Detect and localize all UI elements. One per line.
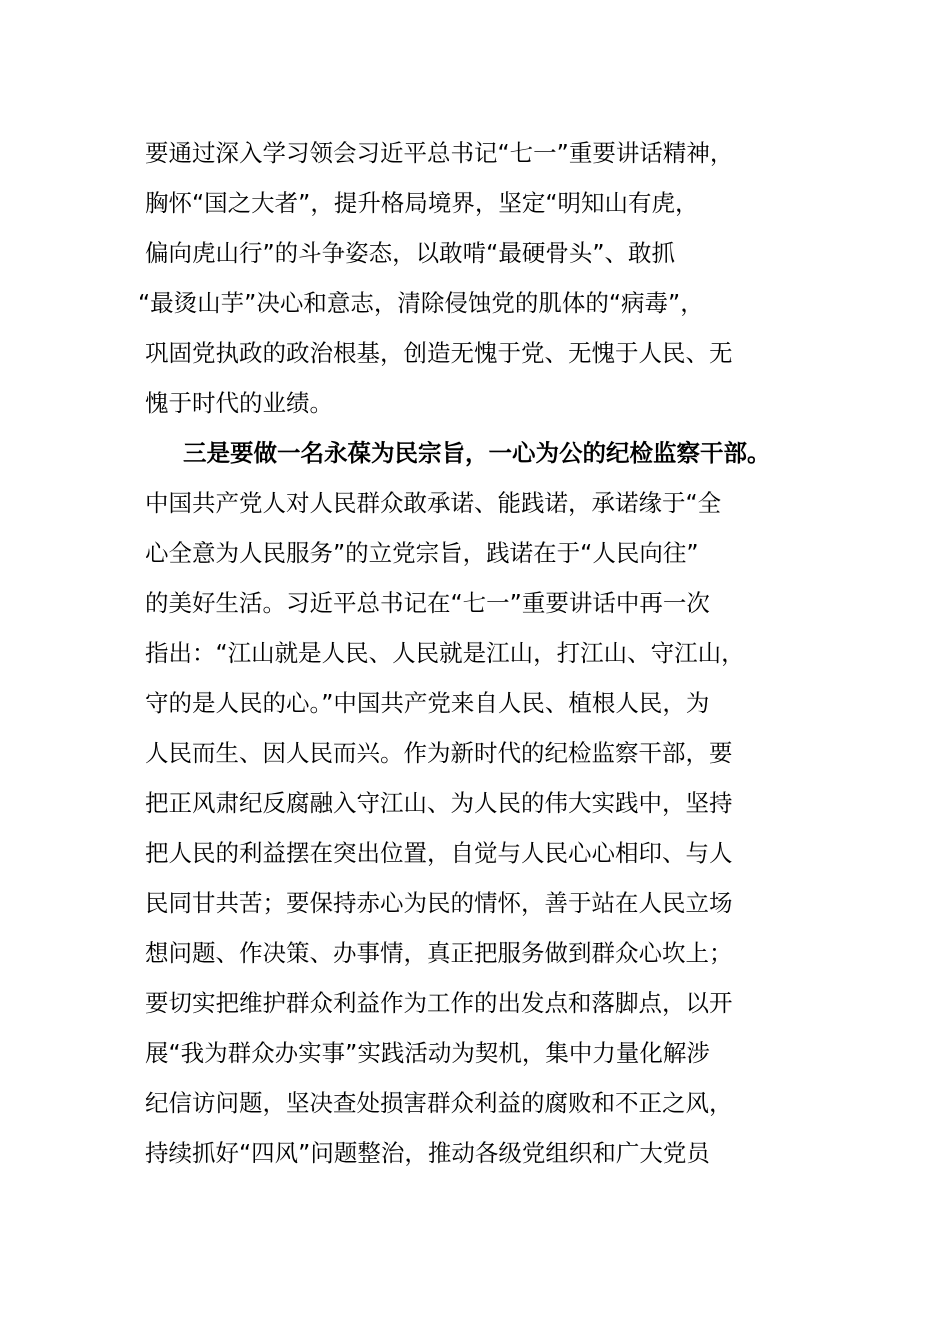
text-line: 展“我为群众办实事”实践活动为契机，集中力量化解涉: [145, 1039, 710, 1067]
text-line: 要通过深入学习领会习近平总书记“七一”重要讲话精神，: [145, 139, 734, 167]
text-line: 民同甘共苦；要保持赤心为民的情怀，善于站在人民立场: [145, 889, 733, 917]
text-line: 纪信访问题，坚决查处损害群众利益的腐败和不正之风，: [145, 1089, 733, 1117]
text-line: 愧于时代的业绩。: [145, 389, 333, 417]
text-line: 想问题、作决策、办事情，真正把服务做到群众心坎上；: [145, 939, 733, 967]
text-line: 偏向虎山行”的斗争姿态，以敢啃“最硬骨头”、敢抓: [145, 239, 676, 267]
text-line: 持续抓好“四风”问题整治，推动各级党组织和广大党员: [145, 1139, 710, 1167]
text-line: 守的是人民的心。”中国共产党来自人民、植根人民，为: [145, 689, 710, 717]
section-heading: 三是要做一名永葆为民宗旨，一心为公的纪检监察干部。: [183, 439, 771, 467]
text-line: 指出：“江山就是人民、人民就是江山，打江山、守江山，: [145, 639, 745, 667]
text-line: 的美好生活。习近平总书记在“七一”重要讲话中再一次: [145, 589, 710, 617]
text-line: 人民而生、因人民而兴。作为新时代的纪检监察干部，要: [145, 739, 733, 767]
text-line: 胸怀“国之大者”，提升格局境界，坚定“明知山有虎，: [145, 189, 699, 217]
text-line: 把正风肃纪反腐融入守江山、为人民的伟大实践中，坚持: [145, 789, 733, 817]
text-line: 把人民的利益摆在突出位置，自觉与人民心心相印、与人: [145, 839, 733, 867]
text-line: “最烫山芋”决心和意志，清除侵蚀党的肌体的“病毒”，: [138, 289, 704, 317]
text-line: 中国共产党人对人民群众敢承诺、能践诺，承诺缘于“全: [145, 489, 722, 517]
text-line: 要切实把维护群众利益作为工作的出发点和落脚点，以开: [145, 989, 733, 1017]
text-line: 巩固党执政的政治根基，创造无愧于党、无愧于人民、无: [145, 339, 733, 367]
text-line: 心全意为人民服务”的立党宗旨，践诺在于“人民向往”: [145, 539, 699, 567]
